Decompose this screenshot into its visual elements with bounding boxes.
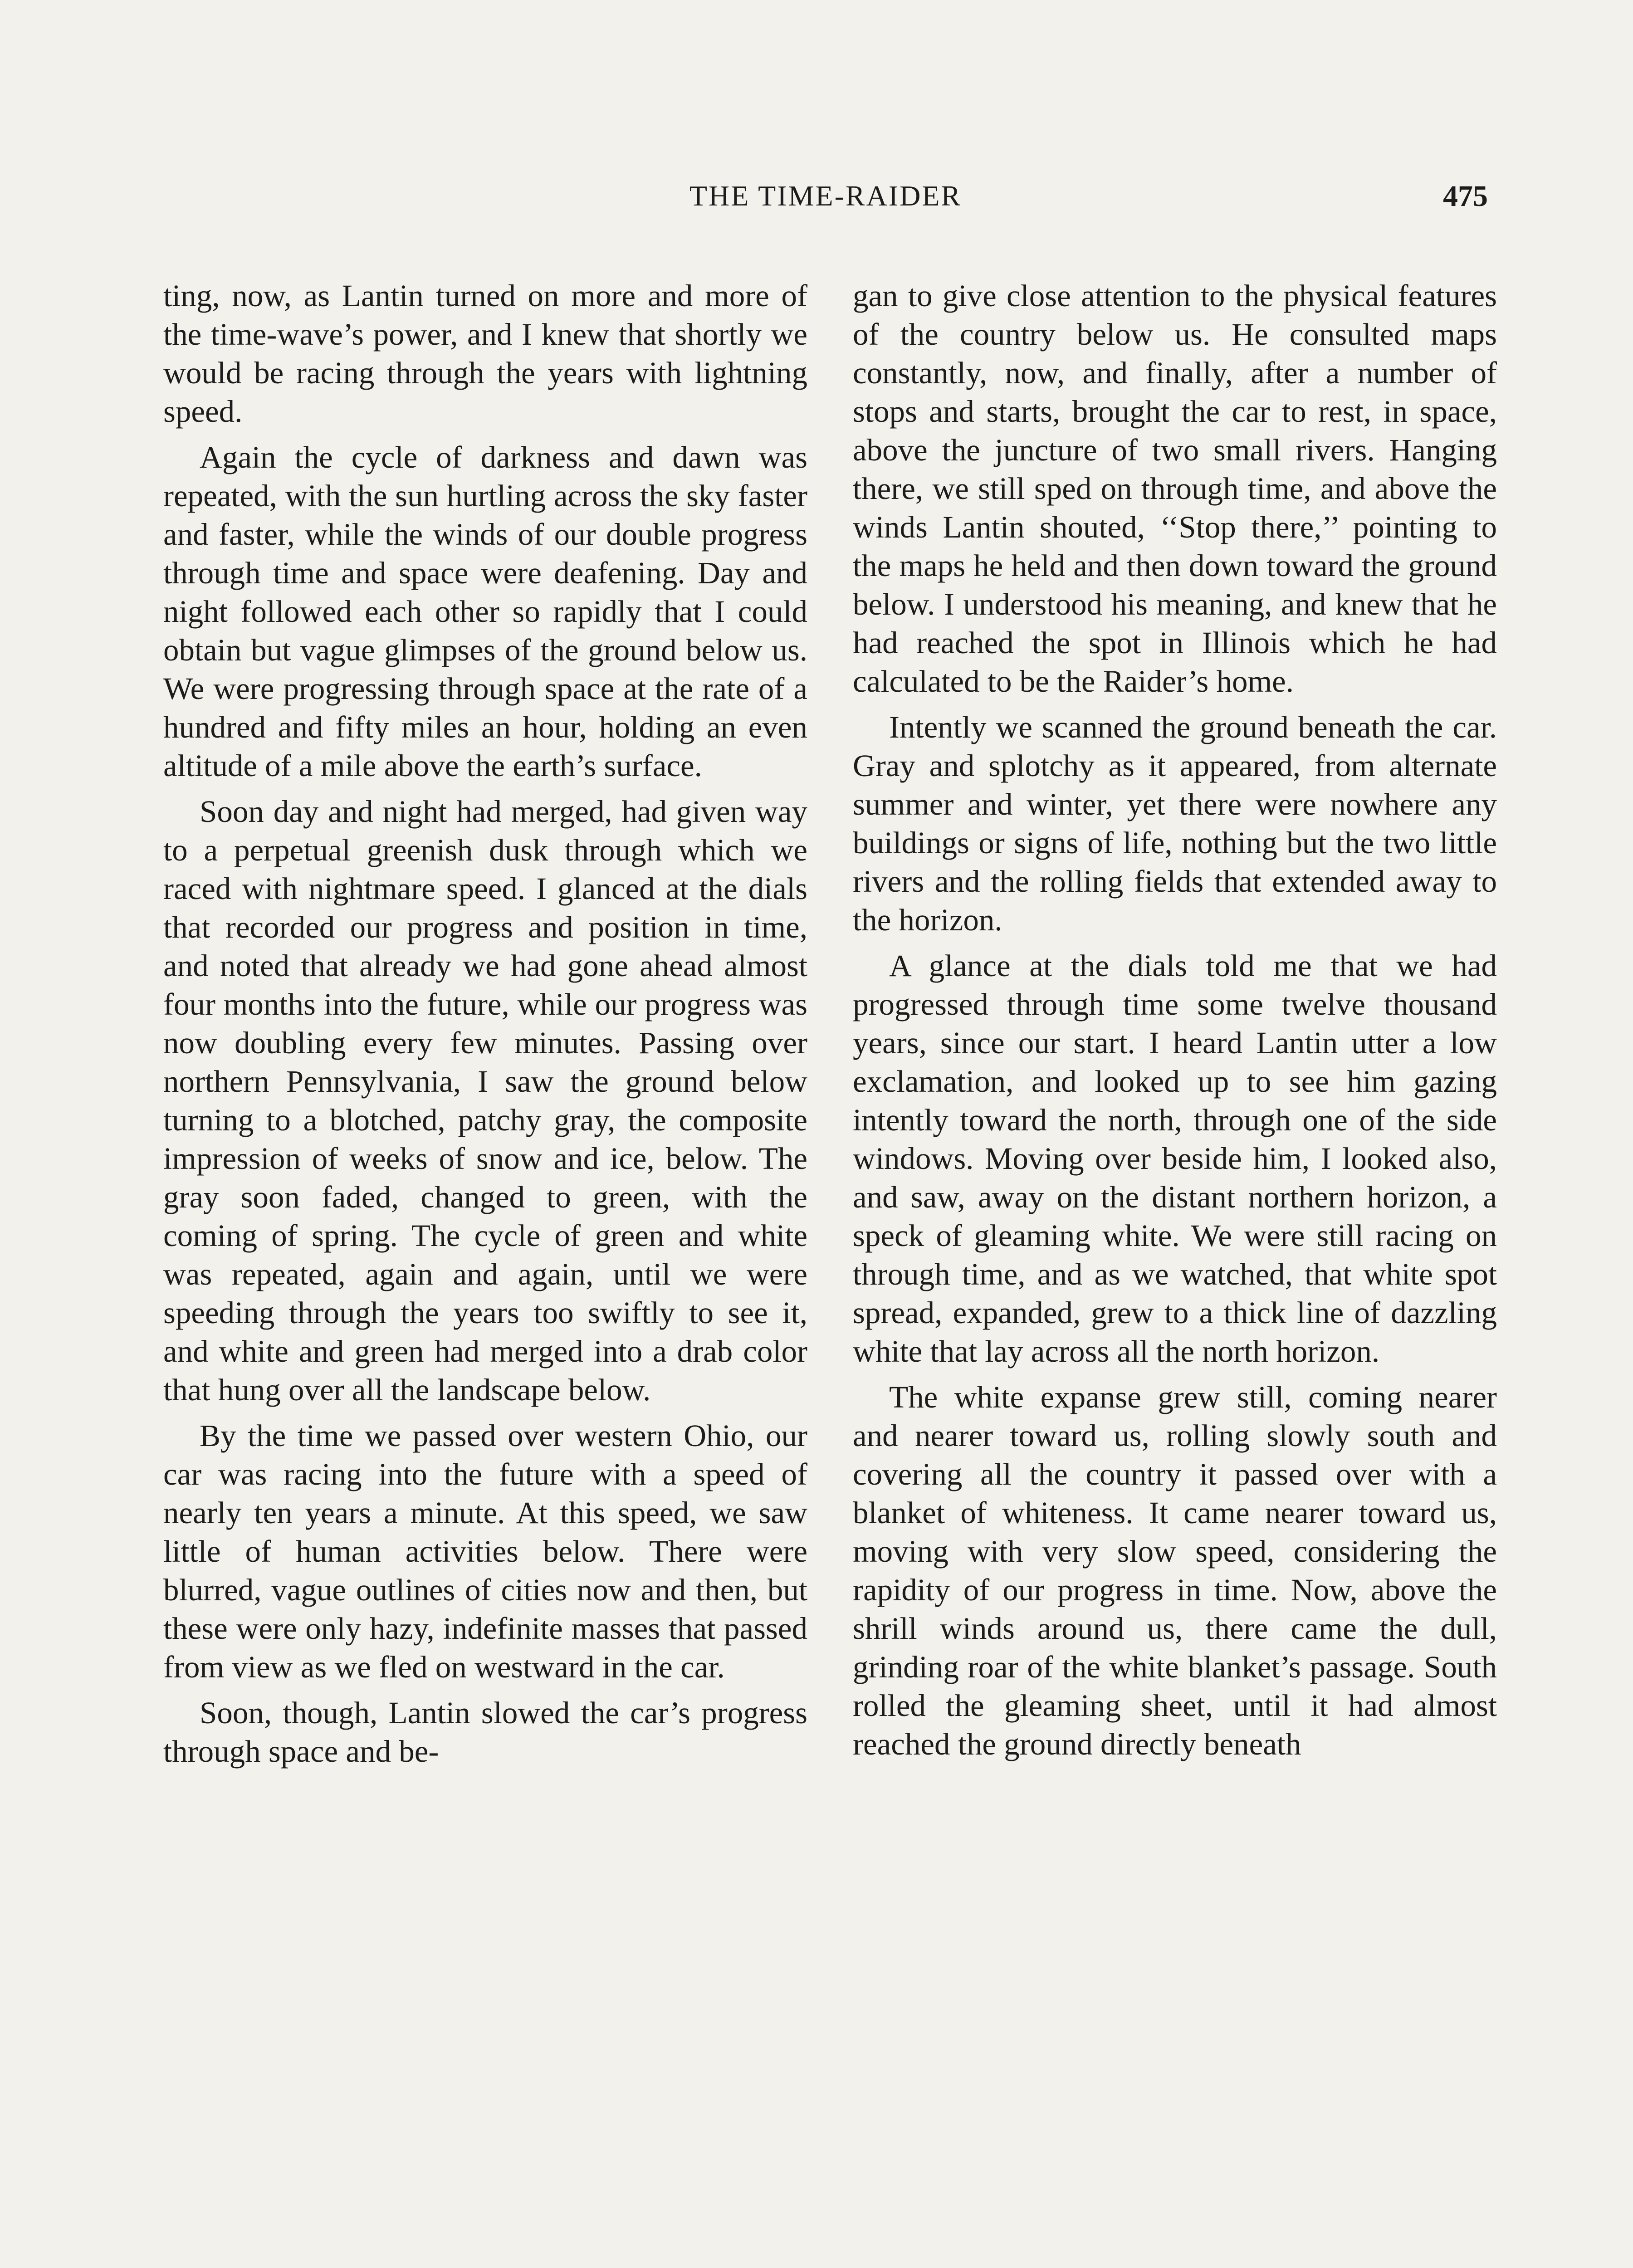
paragraph: Intently we scanned the ground beneath the car. Gray and splotchy as it appeared, from alternate summer and winter, yet there were nowhere any buildings or signs of life, nothing but the two little rivers and the rolling fields that extended away to the horizon. xyxy=(853,710,1497,937)
running-title: THE TIME-RAIDER xyxy=(689,180,962,212)
paragraph: A glance at the dials told me that we had progressed through time some twelve thousand years, since our start. I heard Lantin utter a low exclamation, and looked up to see him gazing intently toward the north, through one of the side windows. Moving over beside him, I looked also, and saw, away on the distant northern horizon, a speck of gleaming white. We were still racing on through time, and as we watched, that white spot spread, expanded, grew to a thick line of dazzling white that lay across all the north horizon. xyxy=(853,948,1497,1369)
paragraph: gan to give close attention to the physical features of the country below us. He consulted maps constantly, now, and finally, after a number of stops and starts, brought the car to rest, in space, above the juncture of two small rivers. Hanging there, we still sped on through time, and above the winds Lantin shouted, ‘‘Stop there,’’ pointing to the maps he held and then down toward the ground below. I understood his meaning, and knew that he had reached the spot in Illinois which he had calculated to be the Raider’s home. xyxy=(853,279,1497,699)
right-column xyxy=(853,277,1497,1771)
left-column xyxy=(163,277,807,1778)
page-number: 475 xyxy=(1443,180,1488,213)
paragraph: Soon day and night had merged, had given way to a perpetual greenish dusk through which we raced with nightmare speed. I glanced at the dials that recorded our progress and position in time, and noted that already we had gone ahead almost four months into the future, while our progress was now doubling every few minutes. Passing over northern Pennsylvania, I saw the ground below turning to a blotched, patchy gray, the composite impression of weeks of snow and ice, below. The gray soon faded, changed to green, with the coming of spring. The cycle of green and white was repeated, again and again, until we were speeding through the years too swiftly to see it, and white and green had merged into a drab color that hung over all the landscape below. xyxy=(163,794,807,1407)
paragraph: By the time we passed over western Ohio, our car was racing into the future with a speed of nearly ten years a minute. At this speed, we saw little of human activities below. There were blurred, vague outlines of cities now and then, but these were only hazy, indefinite masses that passed from view as we fled on westward in the car. xyxy=(163,1418,807,1684)
paragraph: Soon, though, Lantin slowed the car’s progress through space and be- xyxy=(163,1696,807,1769)
paragraph: ting, now, as Lantin turned on more and more of the time-wave’s power, and I knew that shortly we would be racing through the years with lightning speed. xyxy=(163,279,807,429)
paragraph: The white expanse grew still, coming nearer and nearer toward us, rolling slowly south and covering all the country it passed over with a blanket of whiteness. It came nearer toward us, moving with very slow speed, considering the rapidity of our progress in time. Now, above the shrill winds around us, there came the dull, grinding roar of the white blanket’s passage. South rolled the gleaming sheet, until it had almost reached the ground directly beneath xyxy=(853,1380,1497,1761)
running-header xyxy=(163,179,1488,234)
paragraph: Again the cycle of darkness and dawn was repeated, with the sun hurtling across the sky faster and faster, while the winds of our double progress through time and space were deafening. Day and night followed each other so rapidly that I could obtain but vague glimpses of the ground below us. We were progressing through space at the rate of a hundred and fifty miles an hour, holding an even altitude of a mile above the earth’s surface. xyxy=(163,440,807,783)
